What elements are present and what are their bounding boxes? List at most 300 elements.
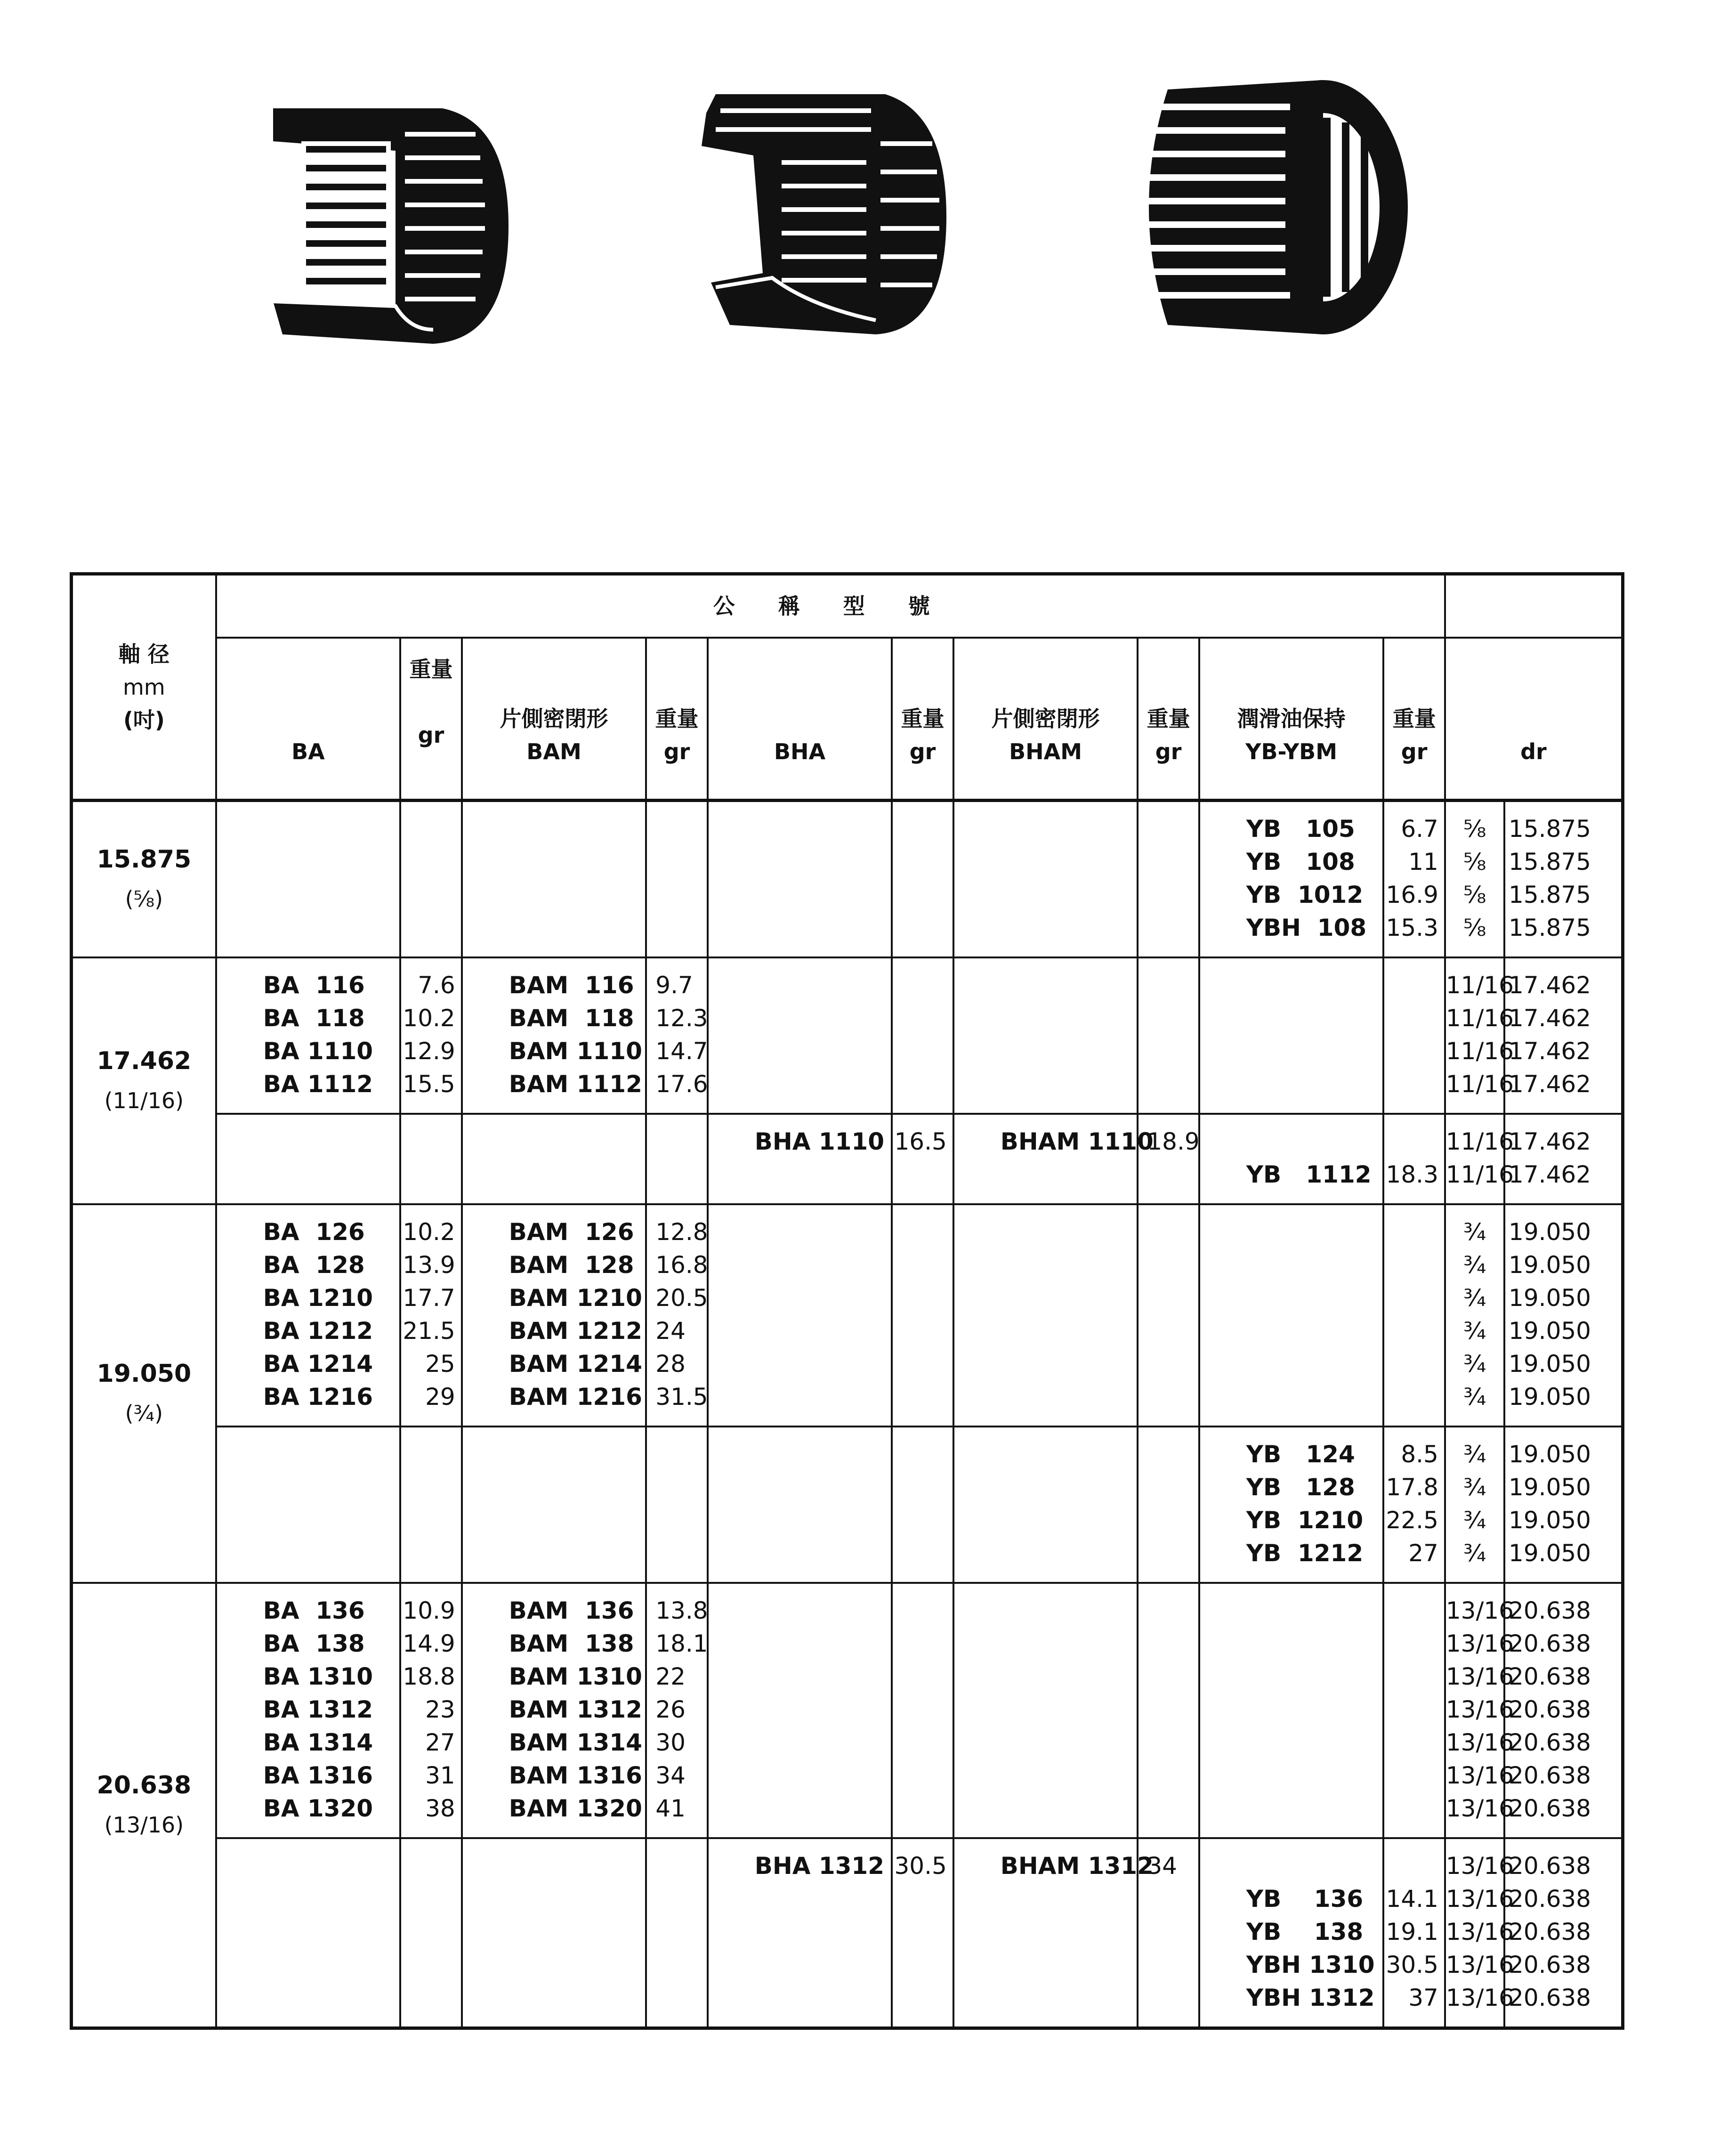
cell-line — [1147, 1627, 1198, 1660]
cell-line: BA 128 — [263, 1251, 365, 1279]
cell-line — [893, 1314, 947, 1347]
col-bha-cell — [708, 800, 892, 957]
cell-line — [655, 812, 707, 845]
cell-line: 19.050 — [1509, 1350, 1591, 1378]
cell-line — [655, 1882, 707, 1915]
cell-line: BA 1210 — [263, 1284, 373, 1312]
cell-line: 41 — [655, 1794, 686, 1822]
col-yb-cell — [1199, 1838, 1384, 2028]
cell-line — [893, 911, 947, 944]
cell-line: 6.7 — [1401, 815, 1438, 843]
cell-line: 20.638 — [1509, 1852, 1591, 1880]
cell-line — [755, 1002, 891, 1035]
cell-line — [893, 878, 947, 911]
cell-line: BA 136 — [263, 1597, 365, 1624]
col-bha-w-cell — [892, 1204, 953, 1427]
cell-line — [893, 1915, 947, 1948]
cell-line: BAM 1110 — [509, 1037, 642, 1065]
col-bham-cell — [953, 1838, 1154, 2028]
cell-line — [1384, 1792, 1438, 1825]
cell-line — [1246, 1347, 1383, 1380]
cell-line: 19.050 — [1509, 1284, 1591, 1312]
cell-line: 17.6 — [655, 1070, 708, 1098]
cell-line — [1001, 1281, 1137, 1314]
cell-line — [1001, 1347, 1137, 1380]
cell-line: BA 1110 — [263, 1037, 373, 1065]
cell-line — [1246, 1216, 1383, 1248]
cell-line — [755, 1759, 891, 1792]
cell-line: 19.050 — [1509, 1440, 1591, 1468]
cell-line — [1384, 1216, 1438, 1248]
cell-line — [1147, 1002, 1198, 1035]
cell-line — [655, 1537, 707, 1570]
cell-line: 13/16 — [1445, 1885, 1514, 1913]
cell-line: BAM 126 — [509, 1218, 634, 1246]
cell-line: 31.5 — [655, 1383, 708, 1410]
cell-line — [509, 1915, 646, 1948]
cell-line — [401, 845, 455, 878]
cell-line — [1001, 1693, 1137, 1726]
cell-line: BAM 1312 — [509, 1695, 642, 1723]
cell-line: 20.638 — [1509, 1662, 1591, 1690]
cell-line: 38 — [425, 1794, 455, 1822]
cell-line — [655, 878, 707, 911]
cell-line: 19.050 — [1509, 1251, 1591, 1279]
cell-line: ⅝ — [1463, 914, 1486, 941]
col-dr-cell — [1504, 800, 1623, 957]
col-bha-cell — [708, 1427, 892, 1583]
cell-line — [1001, 1981, 1137, 2014]
cell-line: BAM 1320 — [509, 1794, 642, 1822]
cell-line — [755, 1471, 891, 1504]
cell-line: 17.462 — [1509, 1070, 1591, 1098]
cell-line: BHA 1110 — [754, 1127, 884, 1155]
cell-line: 19.050 — [1509, 1473, 1591, 1501]
cell-line: ¾ — [1463, 1350, 1486, 1378]
col-ba-w-cell — [400, 1583, 462, 1838]
cell-line — [1246, 1314, 1383, 1347]
shaft-diameter-inch: (¾) — [125, 1400, 163, 1426]
cell-line — [755, 1948, 891, 1981]
cell-line — [1246, 1759, 1383, 1792]
cell-line: ¾ — [1463, 1317, 1486, 1345]
cell-line: 9.7 — [655, 971, 693, 999]
cell-line — [1001, 812, 1137, 845]
col-ba-w-cell — [400, 1204, 462, 1427]
nominal-model-header: 公 稱 型 號 — [216, 574, 1445, 638]
cell-line — [401, 911, 455, 944]
cell-line — [263, 1504, 400, 1537]
col-bham-w-cell — [1138, 1427, 1199, 1583]
cell-line: YB 105 — [1246, 815, 1355, 843]
cell-line — [755, 878, 891, 911]
col-bam-w-cell — [646, 957, 708, 1114]
col-ba-cell — [216, 957, 401, 1114]
cell-line — [1246, 1068, 1383, 1101]
dr-header-top — [1445, 574, 1623, 638]
cell-line — [893, 1471, 947, 1504]
cell-line — [1147, 1248, 1198, 1281]
cell-line — [1384, 1068, 1438, 1101]
cell-line: BAM 138 — [509, 1629, 634, 1657]
col-bha-cell — [708, 1204, 892, 1427]
cell-line: 18.9 — [1147, 1127, 1200, 1155]
shaft-diameter-cell — [72, 1583, 216, 2028]
cell-line: 12.9 — [403, 1037, 455, 1065]
cell-line — [1246, 1726, 1383, 1759]
cell-line: BHA 1312 — [754, 1852, 884, 1880]
cell-line — [655, 1849, 707, 1882]
cell-line — [1001, 1068, 1137, 1101]
cell-line: BA 1314 — [263, 1728, 373, 1756]
col-ba-cell — [216, 1114, 401, 1204]
cell-line: 20.638 — [1509, 1984, 1591, 2011]
shaft-diameter-cell — [72, 800, 216, 957]
cell-line — [655, 1504, 707, 1537]
col-bam-weight-header: 重量 gr — [646, 638, 708, 800]
col-frac-cell — [1445, 1114, 1514, 1204]
table-row — [72, 1114, 1623, 1204]
shaft-diameter-cell — [72, 957, 216, 1204]
cell-line — [1001, 1504, 1137, 1537]
col-bam-w-cell — [646, 1204, 708, 1427]
cell-line — [755, 1216, 891, 1248]
col-bam-w-cell — [646, 1583, 708, 1838]
cell-line — [263, 845, 400, 878]
col-frac-cell — [1445, 1427, 1504, 1583]
cell-line: 17.8 — [1386, 1473, 1438, 1501]
bearing-spec-table — [70, 572, 1624, 2030]
cell-line — [1246, 1594, 1383, 1627]
cell-line — [893, 969, 947, 1002]
cell-line — [893, 1347, 947, 1380]
cell-line — [401, 1882, 455, 1915]
cell-line: ¾ — [1463, 1383, 1486, 1410]
col-yb-w-cell — [1383, 1838, 1445, 2028]
col-ba-w-cell — [400, 1838, 462, 2028]
col-bha-weight-header: 重量 gr — [892, 638, 953, 800]
cell-line: YBH 108 — [1246, 914, 1367, 941]
cell-line — [509, 1981, 646, 2014]
cell-line — [1147, 1216, 1198, 1248]
cell-line — [263, 1915, 400, 1948]
cell-line — [1384, 1726, 1438, 1759]
cell-line — [755, 1726, 891, 1759]
cell-line: ¾ — [1463, 1218, 1486, 1246]
col-bha-w-cell — [892, 800, 953, 957]
col-bam-cell — [462, 1838, 646, 2028]
cell-line — [509, 1471, 646, 1504]
cell-line — [401, 878, 455, 911]
cell-line — [755, 1792, 891, 1825]
cell-line — [1147, 1281, 1198, 1314]
cell-line — [755, 1438, 891, 1471]
cell-line: 17.462 — [1509, 1160, 1591, 1188]
cell-line: 34 — [655, 1761, 686, 1789]
cell-line — [893, 1627, 947, 1660]
cell-line: BA 116 — [263, 971, 365, 999]
cell-line — [509, 1438, 646, 1471]
shaft-diameter-mm: 15.875 — [97, 845, 192, 874]
cell-line: BA 1310 — [263, 1662, 373, 1690]
cell-line: 13/16 — [1445, 1951, 1514, 1978]
cell-line — [1147, 1537, 1198, 1570]
cell-line — [1384, 1347, 1438, 1380]
col-bha-cell — [708, 957, 892, 1114]
cell-line: ⅝ — [1463, 815, 1486, 843]
cell-line: BAM 1216 — [509, 1383, 642, 1410]
cell-line — [655, 1438, 707, 1471]
cell-line — [509, 1537, 646, 1570]
cell-line — [755, 812, 891, 845]
cell-line — [1147, 1594, 1198, 1627]
cell-line: 19.1 — [1386, 1918, 1438, 1945]
cell-line: 13/16 — [1445, 1852, 1514, 1880]
cell-line: 16.8 — [655, 1251, 708, 1279]
cell-line: 29 — [425, 1383, 455, 1410]
cell-line — [1147, 1438, 1198, 1471]
cell-line: 15.5 — [403, 1070, 455, 1098]
cell-line: YB 128 — [1246, 1473, 1355, 1501]
cell-line: BAM 136 — [509, 1597, 634, 1624]
cell-line — [1001, 1594, 1137, 1627]
col-ba-cell — [216, 1427, 401, 1583]
cell-line: BA 1316 — [263, 1761, 373, 1789]
cell-line — [893, 1726, 947, 1759]
cell-line — [893, 1158, 947, 1191]
cell-line: 10.2 — [403, 1218, 455, 1246]
cell-line — [893, 812, 947, 845]
col-bham-w-cell — [1138, 1583, 1199, 1838]
cell-line — [1147, 911, 1198, 944]
cell-line: 14.9 — [403, 1629, 455, 1657]
col-frac-cell — [1445, 1204, 1504, 1427]
cell-line: 13/16 — [1445, 1695, 1514, 1723]
cell-line: 11/16 — [1445, 971, 1514, 999]
cell-line: BHAM 1312 — [1000, 1852, 1154, 1880]
cell-line — [893, 1981, 947, 2014]
col-dr-cell — [1504, 1204, 1623, 1427]
cell-line: 20.638 — [1509, 1728, 1591, 1756]
cell-line: 19.050 — [1509, 1506, 1591, 1534]
col-yb-w-cell — [1383, 957, 1445, 1114]
cell-line — [1001, 1158, 1137, 1191]
cell-line — [401, 812, 455, 845]
col-ba-header: BA — [216, 638, 401, 800]
cell-line — [893, 1792, 947, 1825]
cell-line: BAM 128 — [509, 1251, 634, 1279]
cell-line: BAM 1214 — [509, 1350, 642, 1378]
cell-line: 13/16 — [1445, 1794, 1514, 1822]
col-bam-w-cell — [646, 1427, 708, 1583]
cell-line: YB 136 — [1246, 1885, 1364, 1913]
cell-line: 15.3 — [1386, 914, 1438, 941]
cell-line — [1246, 1248, 1383, 1281]
bearing-photos — [0, 0, 1736, 377]
cell-line: BAM 1316 — [509, 1761, 642, 1789]
cell-line — [509, 1882, 646, 1915]
cell-line — [509, 812, 646, 845]
cell-line — [893, 1537, 947, 1570]
shaft-diameter-mm: 20.638 — [97, 1771, 192, 1799]
cell-line — [401, 1125, 455, 1158]
cell-line: 20.5 — [655, 1284, 708, 1312]
cell-line — [1246, 1380, 1383, 1413]
cell-line — [1001, 1216, 1137, 1248]
cell-line: BA 1112 — [263, 1070, 373, 1098]
cell-line: 13/16 — [1445, 1629, 1514, 1657]
col-bham-w-cell — [1138, 1204, 1199, 1427]
cell-line — [1147, 1347, 1198, 1380]
cell-line — [1001, 1248, 1137, 1281]
cell-line — [1001, 1726, 1137, 1759]
cell-line — [509, 1948, 646, 1981]
cell-line — [401, 1915, 455, 1948]
col-ba-cell — [216, 800, 401, 957]
col-bham-cell — [953, 1114, 1154, 1204]
shaft-diameter-inch: (13/16) — [104, 1812, 184, 1838]
cell-line: YB 138 — [1246, 1918, 1364, 1945]
cell-line: 13/16 — [1445, 1918, 1514, 1945]
cell-line — [1001, 1948, 1137, 1981]
cell-line — [655, 1125, 707, 1158]
col-bham-header: 片側密閉形 BHAM — [953, 638, 1138, 800]
col-bham-cell — [953, 1583, 1138, 1838]
cell-line — [401, 1158, 455, 1191]
col-bam-cell — [462, 800, 646, 957]
cell-line: 20.638 — [1509, 1695, 1591, 1723]
cell-line — [509, 1158, 646, 1191]
cell-line: 7.6 — [418, 971, 455, 999]
cell-line — [263, 1537, 400, 1570]
cell-line: 17.462 — [1509, 971, 1591, 999]
cell-line: BAM 1210 — [509, 1284, 642, 1312]
cell-line — [1147, 1792, 1198, 1825]
cell-line — [893, 1380, 947, 1413]
cell-line: 13/16 — [1445, 1597, 1514, 1624]
shaft-diameter-mm: 17.462 — [97, 1046, 192, 1075]
cell-line — [263, 1471, 400, 1504]
cell-line — [755, 1693, 891, 1726]
cell-line — [1384, 969, 1438, 1002]
cell-line — [893, 1002, 947, 1035]
cell-line — [755, 1537, 891, 1570]
cell-line: 11/16 — [1445, 1004, 1514, 1032]
cell-line: 12.8 — [655, 1218, 708, 1246]
cell-line — [1147, 1504, 1198, 1537]
cell-line: ⅝ — [1463, 881, 1486, 908]
cell-line: 25 — [425, 1350, 455, 1378]
cell-line — [509, 1504, 646, 1537]
col-bha-w-cell — [892, 1114, 953, 1204]
col-ba-w-cell — [400, 800, 462, 957]
cell-line — [1001, 1792, 1137, 1825]
cell-line: ¾ — [1463, 1251, 1486, 1279]
cell-line: 19.050 — [1509, 1218, 1591, 1246]
cell-line — [655, 911, 707, 944]
cell-line — [1246, 1693, 1383, 1726]
col-ba-cell — [216, 1204, 401, 1427]
cell-line — [509, 1849, 646, 1882]
cell-line: BA 1212 — [263, 1317, 373, 1345]
cell-line — [893, 1693, 947, 1726]
cell-line — [1001, 1660, 1137, 1693]
cell-line — [1384, 1594, 1438, 1627]
cell-line — [263, 1158, 400, 1191]
cell-line: BA 1320 — [263, 1794, 373, 1822]
col-yb-cell — [1199, 957, 1384, 1114]
cell-line: 19.050 — [1509, 1383, 1591, 1410]
cell-line: 11/16 — [1445, 1070, 1514, 1098]
cell-line — [1246, 1627, 1383, 1660]
cell-line — [1147, 1882, 1198, 1915]
shaft-diameter-inch: (11/16) — [104, 1087, 184, 1113]
col-bham-weight-header: 重量 gr — [1138, 638, 1199, 800]
col-frac-cell — [1445, 1583, 1514, 1838]
cell-line: 18.8 — [403, 1662, 455, 1690]
cell-line: YB 108 — [1246, 848, 1355, 875]
cell-line — [755, 1594, 891, 1627]
cell-line — [263, 1981, 400, 2014]
cell-line: ⅝ — [1463, 848, 1486, 875]
cell-line — [755, 1504, 891, 1537]
col-dr-cell — [1504, 1114, 1623, 1204]
col-ba-w-cell — [400, 957, 462, 1114]
cell-line — [509, 911, 646, 944]
cell-line: 34 — [1147, 1852, 1177, 1880]
col-bham-w-cell — [1138, 1838, 1199, 2028]
cell-line: 13.9 — [403, 1251, 455, 1279]
table-row — [72, 800, 1623, 957]
col-bham-w-cell — [1138, 957, 1199, 1114]
cell-line — [893, 1248, 947, 1281]
cell-line — [1246, 1660, 1383, 1693]
col-bam-w-cell — [646, 800, 708, 957]
cell-line — [893, 1281, 947, 1314]
cell-line: 27 — [1408, 1539, 1438, 1567]
cell-line: 28 — [655, 1350, 686, 1378]
col-yb-w-cell — [1383, 1583, 1445, 1838]
cell-line: 22.5 — [1386, 1506, 1438, 1534]
cell-line — [509, 1125, 646, 1158]
cell-line — [893, 1948, 947, 1981]
cell-line — [1001, 969, 1137, 1002]
cell-line — [1001, 1882, 1137, 1915]
col-dr-cell — [1504, 1583, 1623, 1838]
col-bha-w-cell — [892, 1427, 953, 1583]
cell-line — [1384, 1660, 1438, 1693]
cell-line: 11/16 — [1445, 1160, 1514, 1188]
col-bham-cell — [953, 1204, 1138, 1427]
cell-line — [401, 1438, 455, 1471]
cell-line: 11/16 — [1445, 1037, 1514, 1065]
col-bam-header: 片側密閉形 BAM — [462, 638, 646, 800]
cell-line: 20.638 — [1509, 1951, 1591, 1978]
cell-line — [1384, 1035, 1438, 1068]
shaft-diameter-inch: (⅝) — [125, 886, 163, 912]
col-bham-w-cell — [1138, 800, 1199, 957]
col-bham-cell — [953, 800, 1138, 957]
cell-line: 8.5 — [1401, 1440, 1438, 1468]
cell-line: BHAM 1110 — [1000, 1127, 1154, 1155]
cell-line: BAM 1112 — [509, 1070, 642, 1098]
shaft-header-unit-mm: mm — [123, 674, 165, 700]
cell-line: 14.7 — [655, 1037, 708, 1065]
cell-line: ¾ — [1463, 1473, 1486, 1501]
cell-line — [1147, 1380, 1198, 1413]
table-row — [72, 1583, 1623, 1838]
cell-line: 37 — [1408, 1984, 1438, 2011]
